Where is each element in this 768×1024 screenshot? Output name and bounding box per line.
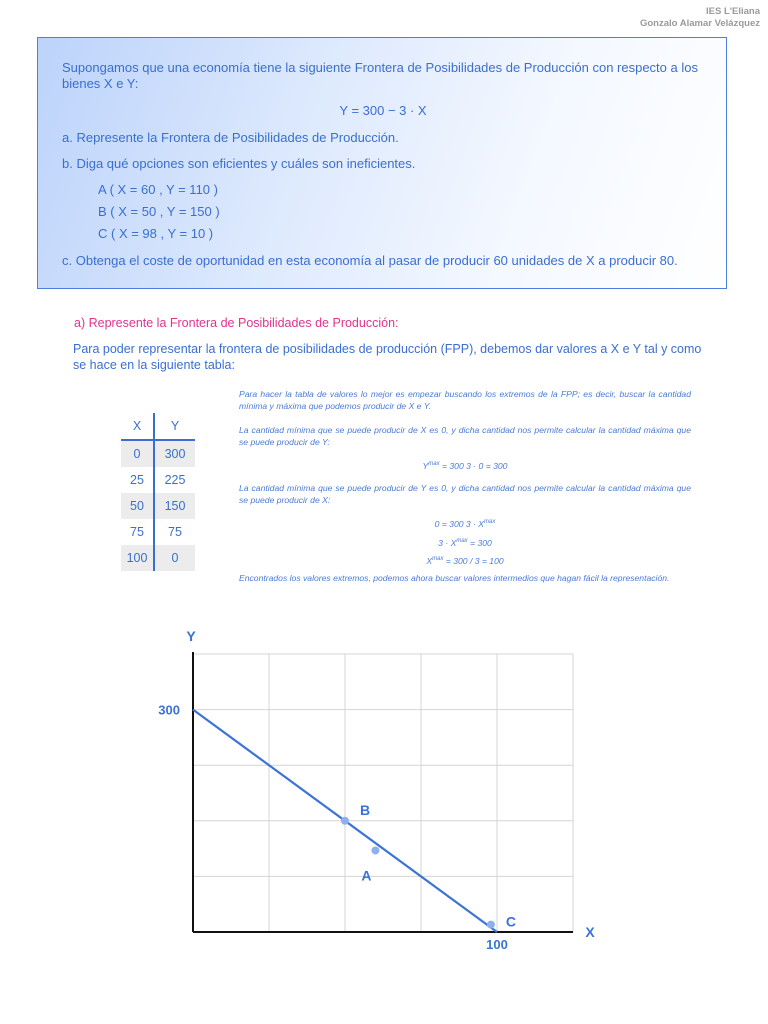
school-name: IES L'Eliana	[706, 6, 760, 17]
table-cell-x: 100	[121, 545, 154, 571]
table-cell-x: 50	[121, 493, 154, 519]
question-c: c. Obtenga el coste de oportunidad en esta economía al pasar de producir 60 unidades de X a producir 80.	[62, 253, 678, 268]
eq-text: 3 · X	[438, 538, 457, 548]
eq-superscript: max	[428, 461, 440, 467]
table-cell-y: 75	[168, 525, 182, 539]
problem-intro: Supongamos que una economía tiene la siguiente Frontera de Posibilidades de Producción con respecto a los bienes X e Y:	[62, 60, 698, 91]
point-b	[341, 817, 349, 825]
point-a	[371, 846, 379, 854]
point-label-a: A	[361, 867, 372, 884]
option-c: C ( X = 98 , Y = 10 )	[98, 226, 214, 241]
section-title: a) Represente la Frontera de Posibilidades de Producción:	[74, 316, 399, 330]
option-b: B ( X = 50 , Y = 150 )	[98, 204, 220, 219]
note-extremes: Para hacer la tabla de valores lo mejor es empezar buscando los extremos de la FPP; es decir, buscar la cantidad mínima y máxima que podemos producir de X e Y.	[239, 389, 691, 411]
note-intermediate: Encontrados los valores extremos, podemos ahora buscar valores intermedios que hagan fácil la representación.	[239, 573, 670, 583]
point-label-b: B	[359, 801, 371, 818]
note-min-x: La cantidad mínima que se puede producir de X es 0, y dicha cantidad nos permite calcular la cantidad máxima que se puede producir de Y:	[239, 425, 691, 447]
point-label-c: C	[505, 913, 516, 930]
table-cell-y: 150	[154, 493, 195, 519]
solution-paragraph: Para poder representar la frontera de posibilidades de producción (FPP), debemos dar valores a X e Y tal y como se hace en la siguiente tabla:	[73, 342, 702, 372]
author-name: Gonzalo Alamar Velázquez	[639, 18, 760, 29]
point-c	[487, 921, 495, 929]
x-axis-label: X	[585, 924, 595, 940]
eq-text: X	[426, 556, 433, 566]
table-cell-x: 0	[121, 440, 154, 467]
table-header-y: Y	[154, 413, 195, 440]
question-b: b. Diga qué opciones son eficientes y cuáles son ineficientes.	[62, 156, 416, 171]
eq-text: = 300 3 · 0 = 300	[439, 461, 508, 471]
option-a: A ( X = 60 , Y = 110 )	[98, 182, 218, 197]
table-cell-y: 225	[164, 473, 186, 487]
eq-text: = 300	[467, 538, 492, 548]
table-cell-y: 300	[154, 440, 195, 467]
eq-text: = 300 / 3 = 100	[443, 556, 504, 566]
y-axis-label: Y	[186, 628, 196, 644]
note-min-y: La cantidad mínima que se puede producir de Y es 0, y dicha cantidad nos permite calcular la cantidad máxima que se puede producir de X:	[239, 483, 691, 505]
y-tick-label: 300	[158, 702, 180, 718]
eq-superscript: max	[456, 538, 468, 544]
eq-text: Y	[422, 461, 429, 471]
eq-superscript: max	[484, 519, 496, 525]
ppf-equation: Y = 300 − 3 · X	[339, 103, 427, 118]
table-cell-x: 25	[121, 467, 154, 493]
table-cell-x: 75	[121, 519, 154, 545]
question-a: a. Represente la Frontera de Posibilidades de Producción.	[62, 130, 399, 145]
x-tick-label: 100	[486, 937, 508, 952]
table-header-x: X	[121, 413, 154, 440]
eq-superscript: max	[432, 556, 444, 562]
eq-text: 0 = 300 3 · X	[434, 519, 485, 529]
table-cell-y: 0	[154, 545, 195, 571]
